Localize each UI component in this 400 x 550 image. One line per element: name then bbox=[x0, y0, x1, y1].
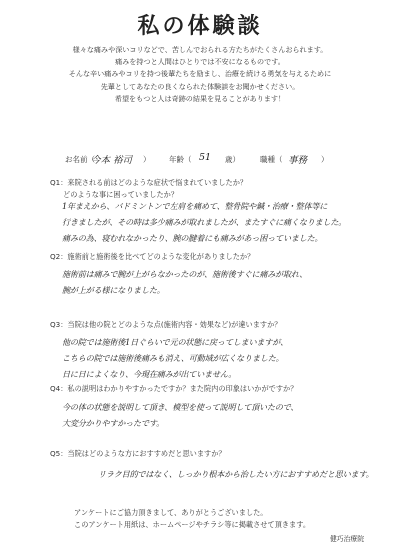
page-title: 私の体験談 bbox=[137, 14, 263, 39]
closing-line: アンケートにご協力頂きまして、ありがとうございました。 bbox=[74, 508, 268, 517]
answer-line: こちらの院では施術後痛みも消え、可動域が広くなりました。 bbox=[62, 353, 284, 363]
intro-line: そんな辛い痛みやコリを持つ後輩たちを励まし、治療を続ける勇気を与えるために bbox=[68, 69, 332, 79]
name-close: ） bbox=[143, 155, 151, 164]
answer-line: 1年まえから、バドミントンで左肩を痛めて、整骨院や鍼・治療・整体等に bbox=[62, 201, 328, 211]
closing-line: このアンケート用紙は、ホームページやチラシ等に掲載させて頂きます。 bbox=[74, 519, 311, 529]
age-value: 51 bbox=[199, 152, 212, 163]
answer-line: 行きましたが、その時は多少痛みが取れましたが、またすぐに痛くなりました。 bbox=[62, 217, 347, 227]
answer-line: 痛みの為、寝むれなかったり、腕の腱着にも痛みがあっ困っていました。 bbox=[62, 233, 323, 243]
job-value: 事務 bbox=[288, 155, 308, 166]
question-3 bbox=[50, 320, 281, 330]
age-suffix: 歳） bbox=[225, 155, 240, 164]
question-subtext: どのような事に困っていましたか？ bbox=[63, 190, 179, 199]
answer-line: 日に日によくなり、今現在痛みが出ていません。 bbox=[62, 369, 237, 379]
answer-line: リラク目的ではなく、しっかり根本から治したい方におすすめだと思います。 bbox=[98, 469, 374, 479]
question-text: Q1：来院される前はどのような症状で悩まれていましたか？ bbox=[50, 178, 248, 187]
answer-5 bbox=[98, 466, 374, 482]
intro-line: 先輩としてあなたの良くなられた体験談をお聞かせください。 bbox=[100, 81, 300, 91]
name-label: お名前（ bbox=[65, 155, 95, 164]
question-text: Q3：当院は他の院とどのような点(施術内容・効果など)が違いますか？ bbox=[50, 320, 282, 329]
answer-line: 他の院では施術後1日ぐらいで元の状態に戻ってしまいますが、 bbox=[62, 337, 288, 347]
answer-2 bbox=[62, 266, 307, 298]
question-2 bbox=[50, 252, 254, 262]
question-text: Q2：施術前と施術後を比べてどのような変化がありましたか？ bbox=[50, 252, 255, 261]
job-close: ） bbox=[321, 155, 329, 164]
question-text: Q4：私の説明はわかりやすかったですか？また院内の印象はいかがですか？ bbox=[50, 384, 298, 393]
closing-text bbox=[74, 507, 310, 530]
clinic-name: 健巧治療院 bbox=[330, 535, 364, 543]
answer-line: 腕が上がる様になりました。 bbox=[62, 285, 165, 295]
answer-line: 今の体の状態を説明して頂き、模型を使って説明して頂いたので、 bbox=[62, 402, 299, 412]
answer-4 bbox=[62, 399, 298, 431]
intro-text bbox=[10, 44, 390, 105]
answer-1 bbox=[62, 198, 346, 246]
intro-line: 様々な痛みや深いコリなどで、苦しんでおられる方たちがたくさんおられます。 bbox=[72, 45, 328, 54]
answer-3 bbox=[62, 334, 288, 382]
job-label: 職種（ bbox=[260, 155, 283, 164]
intro-line: 痛みを持つと人間はひとりでは不安になるものです。 bbox=[115, 57, 285, 67]
answer-line: 大変分かりやすかったです。 bbox=[62, 418, 164, 428]
question-1 bbox=[50, 178, 247, 200]
question-text: Q5：当院はどのような方におすすめだと思いますか？ bbox=[50, 449, 226, 458]
answer-line: 施術前は痛みで腕が上がらなかったのが、施術後すぐに痛みが取れ、 bbox=[62, 269, 308, 279]
question-4 bbox=[50, 384, 297, 394]
age-label: 年齢（ bbox=[169, 155, 192, 164]
question-5 bbox=[50, 449, 226, 459]
intro-line: 希望をもつと人は奇跡の結果を見ることがあります！ bbox=[114, 93, 286, 103]
name-value: 今本 裕司 bbox=[91, 155, 133, 166]
